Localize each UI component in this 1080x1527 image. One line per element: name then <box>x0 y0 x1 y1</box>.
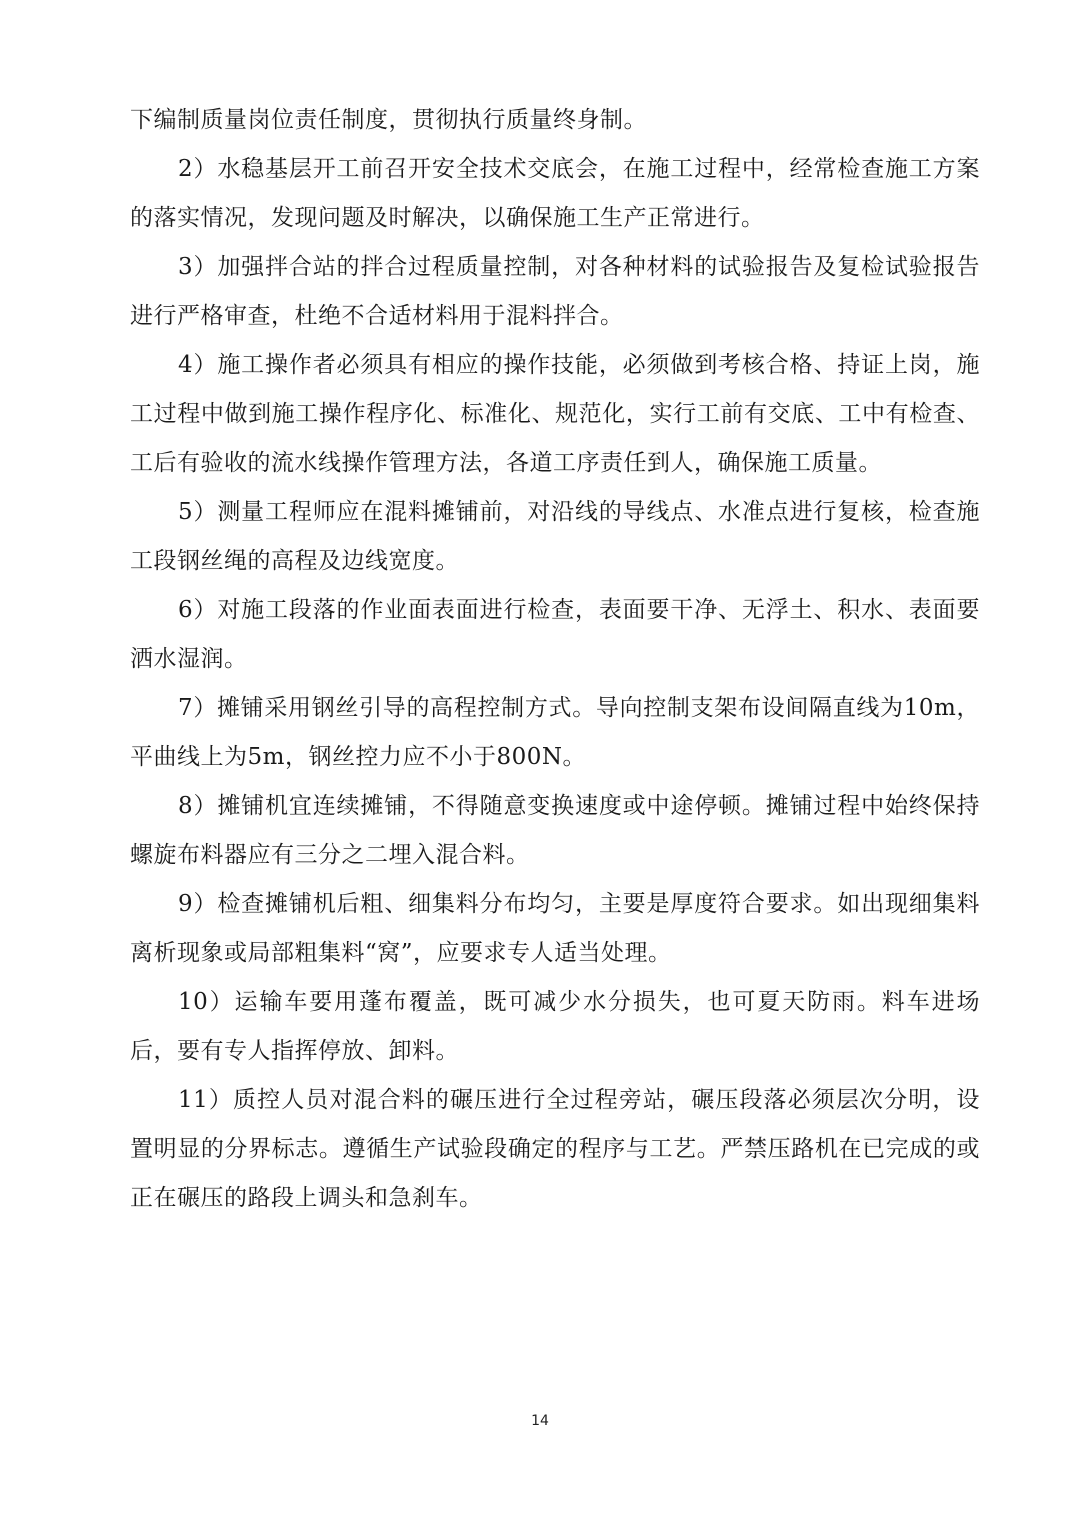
paragraph-item-10: 10）运输车要用蓬布覆盖，既可减少水分损失，也可夏天防雨。料车进场后，要有专人指挥停放、卸料。 <box>130 989 980 1064</box>
paragraph-item-3: 3）加强拌合站的拌合过程质量控制，对各种材料的试验报告及复检试验报告进行严格审查，杜绝不合适材料用于混料拌合。 <box>130 254 980 329</box>
paragraph-item-6: 6）对施工段落的作业面表面进行检查，表面要干净、无浮土、积水、表面要洒水湿润。 <box>130 597 980 672</box>
paragraph-item-7: 7）摊铺采用钢丝引导的高程控制方式。导向控制支架布设间隔直线为10m，平曲线上为5m，钢丝控力应不小于800N。 <box>130 695 980 770</box>
paragraph-item-5: 5）测量工程师应在混料摊铺前，对沿线的导线点、水准点进行复核，检查施工段钢丝绳的高程及边线宽度。 <box>130 499 980 574</box>
paragraph-item-11: 11）质控人员对混合料的碾压进行全过程旁站，碾压段落必须层次分明，设置明显的分界标志。遵循生产试验段确定的程序与工艺。严禁压路机在已完成的或正在碾压的路段上调头和急刹车。 <box>130 1087 980 1211</box>
page-number: 14 <box>531 1413 549 1429</box>
paragraph-item-8: 8）摊铺机宜连续摊铺，不得随意变换速度或中途停顿。摊铺过程中始终保持螺旋布料器应有三分之二埋入混合料。 <box>130 793 980 868</box>
paragraph-item-9: 9）检查摊铺机后粗、细集料分布均匀，主要是厚度符合要求。如出现细集料离析现象或局部粗集料“窝”，应要求专人适当处理。 <box>130 891 980 966</box>
paragraph-continuation: 下编制质量岗位责任制度，贯彻执行质量终身制。 <box>130 107 647 133</box>
paragraph-item-2: 2）水稳基层开工前召开安全技术交底会，在施工过程中，经常检查施工方案的落实情况，发现问题及时解决，以确保施工生产正常进行。 <box>130 156 980 231</box>
paragraph-item-4: 4）施工操作者必须具有相应的操作技能，必须做到考核合格、持证上岗，施工过程中做到施工操作程序化、标准化、规范化，实行工前有交底、工中有检查、工后有验收的流水线操作管理方法，各道工序责任到人，确保施工质量。 <box>130 352 980 476</box>
body-text <box>130 96 980 1223</box>
